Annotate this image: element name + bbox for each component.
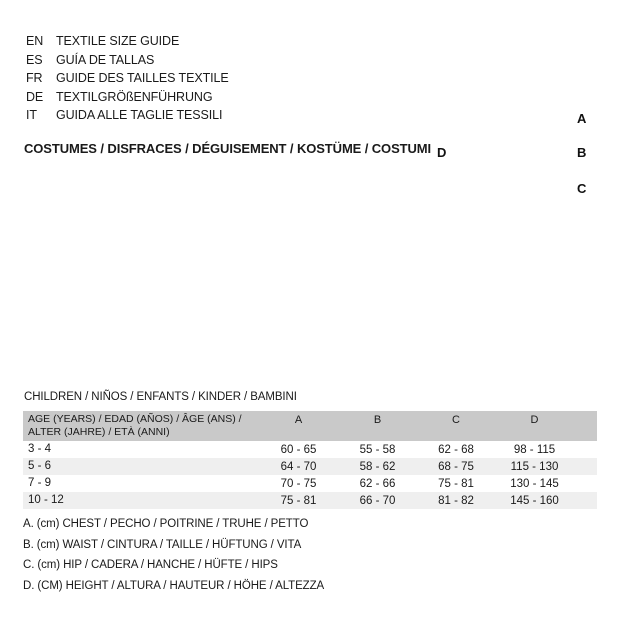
age-value: 7 - 9 xyxy=(28,477,52,489)
chest-value: 60 - 65 xyxy=(280,443,317,456)
language-row-en xyxy=(26,32,229,51)
child-silhouette-diagram xyxy=(430,25,615,317)
waist-value: 55 - 58 xyxy=(359,443,396,456)
table-row xyxy=(23,441,597,458)
age-value: 3 - 4 xyxy=(28,443,52,455)
hip-value: 62 - 68 xyxy=(438,443,474,456)
language-code: DE xyxy=(26,89,44,104)
waist-value: 62 - 66 xyxy=(359,477,396,490)
column-header-d: D xyxy=(530,414,539,426)
waist-value: 66 - 70 xyxy=(359,494,396,507)
language-code: IT xyxy=(26,108,37,122)
table-row xyxy=(23,475,597,492)
column-header-c: C xyxy=(452,414,460,426)
age-value: 5 - 6 xyxy=(28,460,52,472)
height-value: 98 - 115 xyxy=(513,443,556,456)
language-label: GUIDE DES TAILLES TEXTILE xyxy=(56,71,229,85)
height-value: 145 - 160 xyxy=(510,494,559,507)
hip-value: 68 - 75 xyxy=(438,460,474,473)
label-waist-b: B xyxy=(577,145,587,160)
legend-height: D. (CM) HEIGHT / ALTURA / HAUTEUR / HÖHE / ALTEZZA xyxy=(23,580,325,593)
language-row-es xyxy=(26,51,229,70)
age-column-header: AGE (YEARS) / EDAD (AÑOS) / ÂGE (ANS) / ALTER (JAHRE) / ETÀ (ANNI) xyxy=(28,413,242,438)
language-list xyxy=(26,32,229,125)
legend-waist: B. (cm) WAIST / CINTURA / TAILLE / HÜFTUNG / VITA xyxy=(23,538,302,551)
label-chest-a: A xyxy=(577,111,587,126)
chest-value: 70 - 75 xyxy=(280,477,317,490)
language-row-de xyxy=(26,88,229,107)
chest-value: 75 - 81 xyxy=(280,494,317,507)
legend-chest: A. (cm) CHEST / PECHO / POITRINE / TRUHE / PETTO xyxy=(23,518,309,530)
table-row xyxy=(23,492,597,509)
hip-value: 75 - 81 xyxy=(438,477,474,490)
legend-hip: C. (cm) HIP / CADERA / HANCHE / HÜFTE / HIPS xyxy=(23,559,278,572)
waist-value: 58 - 62 xyxy=(359,460,396,473)
column-header-a: A xyxy=(294,414,303,426)
table-header-row xyxy=(23,411,597,441)
language-label: TEXTILE SIZE GUIDE xyxy=(56,34,180,48)
height-value: 115 - 130 xyxy=(510,460,559,473)
category-title: COSTUMES / DISFRACES / DÉGUISEMENT / KOSTÜME / COSTUMI xyxy=(24,141,432,156)
column-header-b: B xyxy=(373,414,382,426)
language-code: EN xyxy=(26,34,44,48)
label-height-d: D xyxy=(437,145,447,160)
language-row-fr xyxy=(26,69,229,88)
chest-value: 64 - 70 xyxy=(280,460,317,473)
language-label: GUIDA ALLE TAGLIE TESSILI xyxy=(56,108,223,122)
measurement-legend xyxy=(23,514,324,597)
size-table xyxy=(23,411,597,509)
language-code: FR xyxy=(26,71,43,85)
hip-value: 81 - 82 xyxy=(438,494,474,507)
height-value: 130 - 145 xyxy=(510,477,559,490)
measurement-figure xyxy=(430,25,615,317)
table-row xyxy=(23,458,597,475)
language-code: ES xyxy=(26,52,43,67)
language-row-it xyxy=(26,106,229,125)
age-value: 10 - 12 xyxy=(28,494,64,506)
label-hip-c: C xyxy=(577,181,587,196)
language-label: TEXTILGRÖßENFÜHRUNG xyxy=(56,89,213,104)
language-label: GUÍA DE TALLAS xyxy=(56,52,155,67)
children-section-title: CHILDREN / NIÑOS / ENFANTS / KINDER / BAMBINI xyxy=(24,391,297,403)
